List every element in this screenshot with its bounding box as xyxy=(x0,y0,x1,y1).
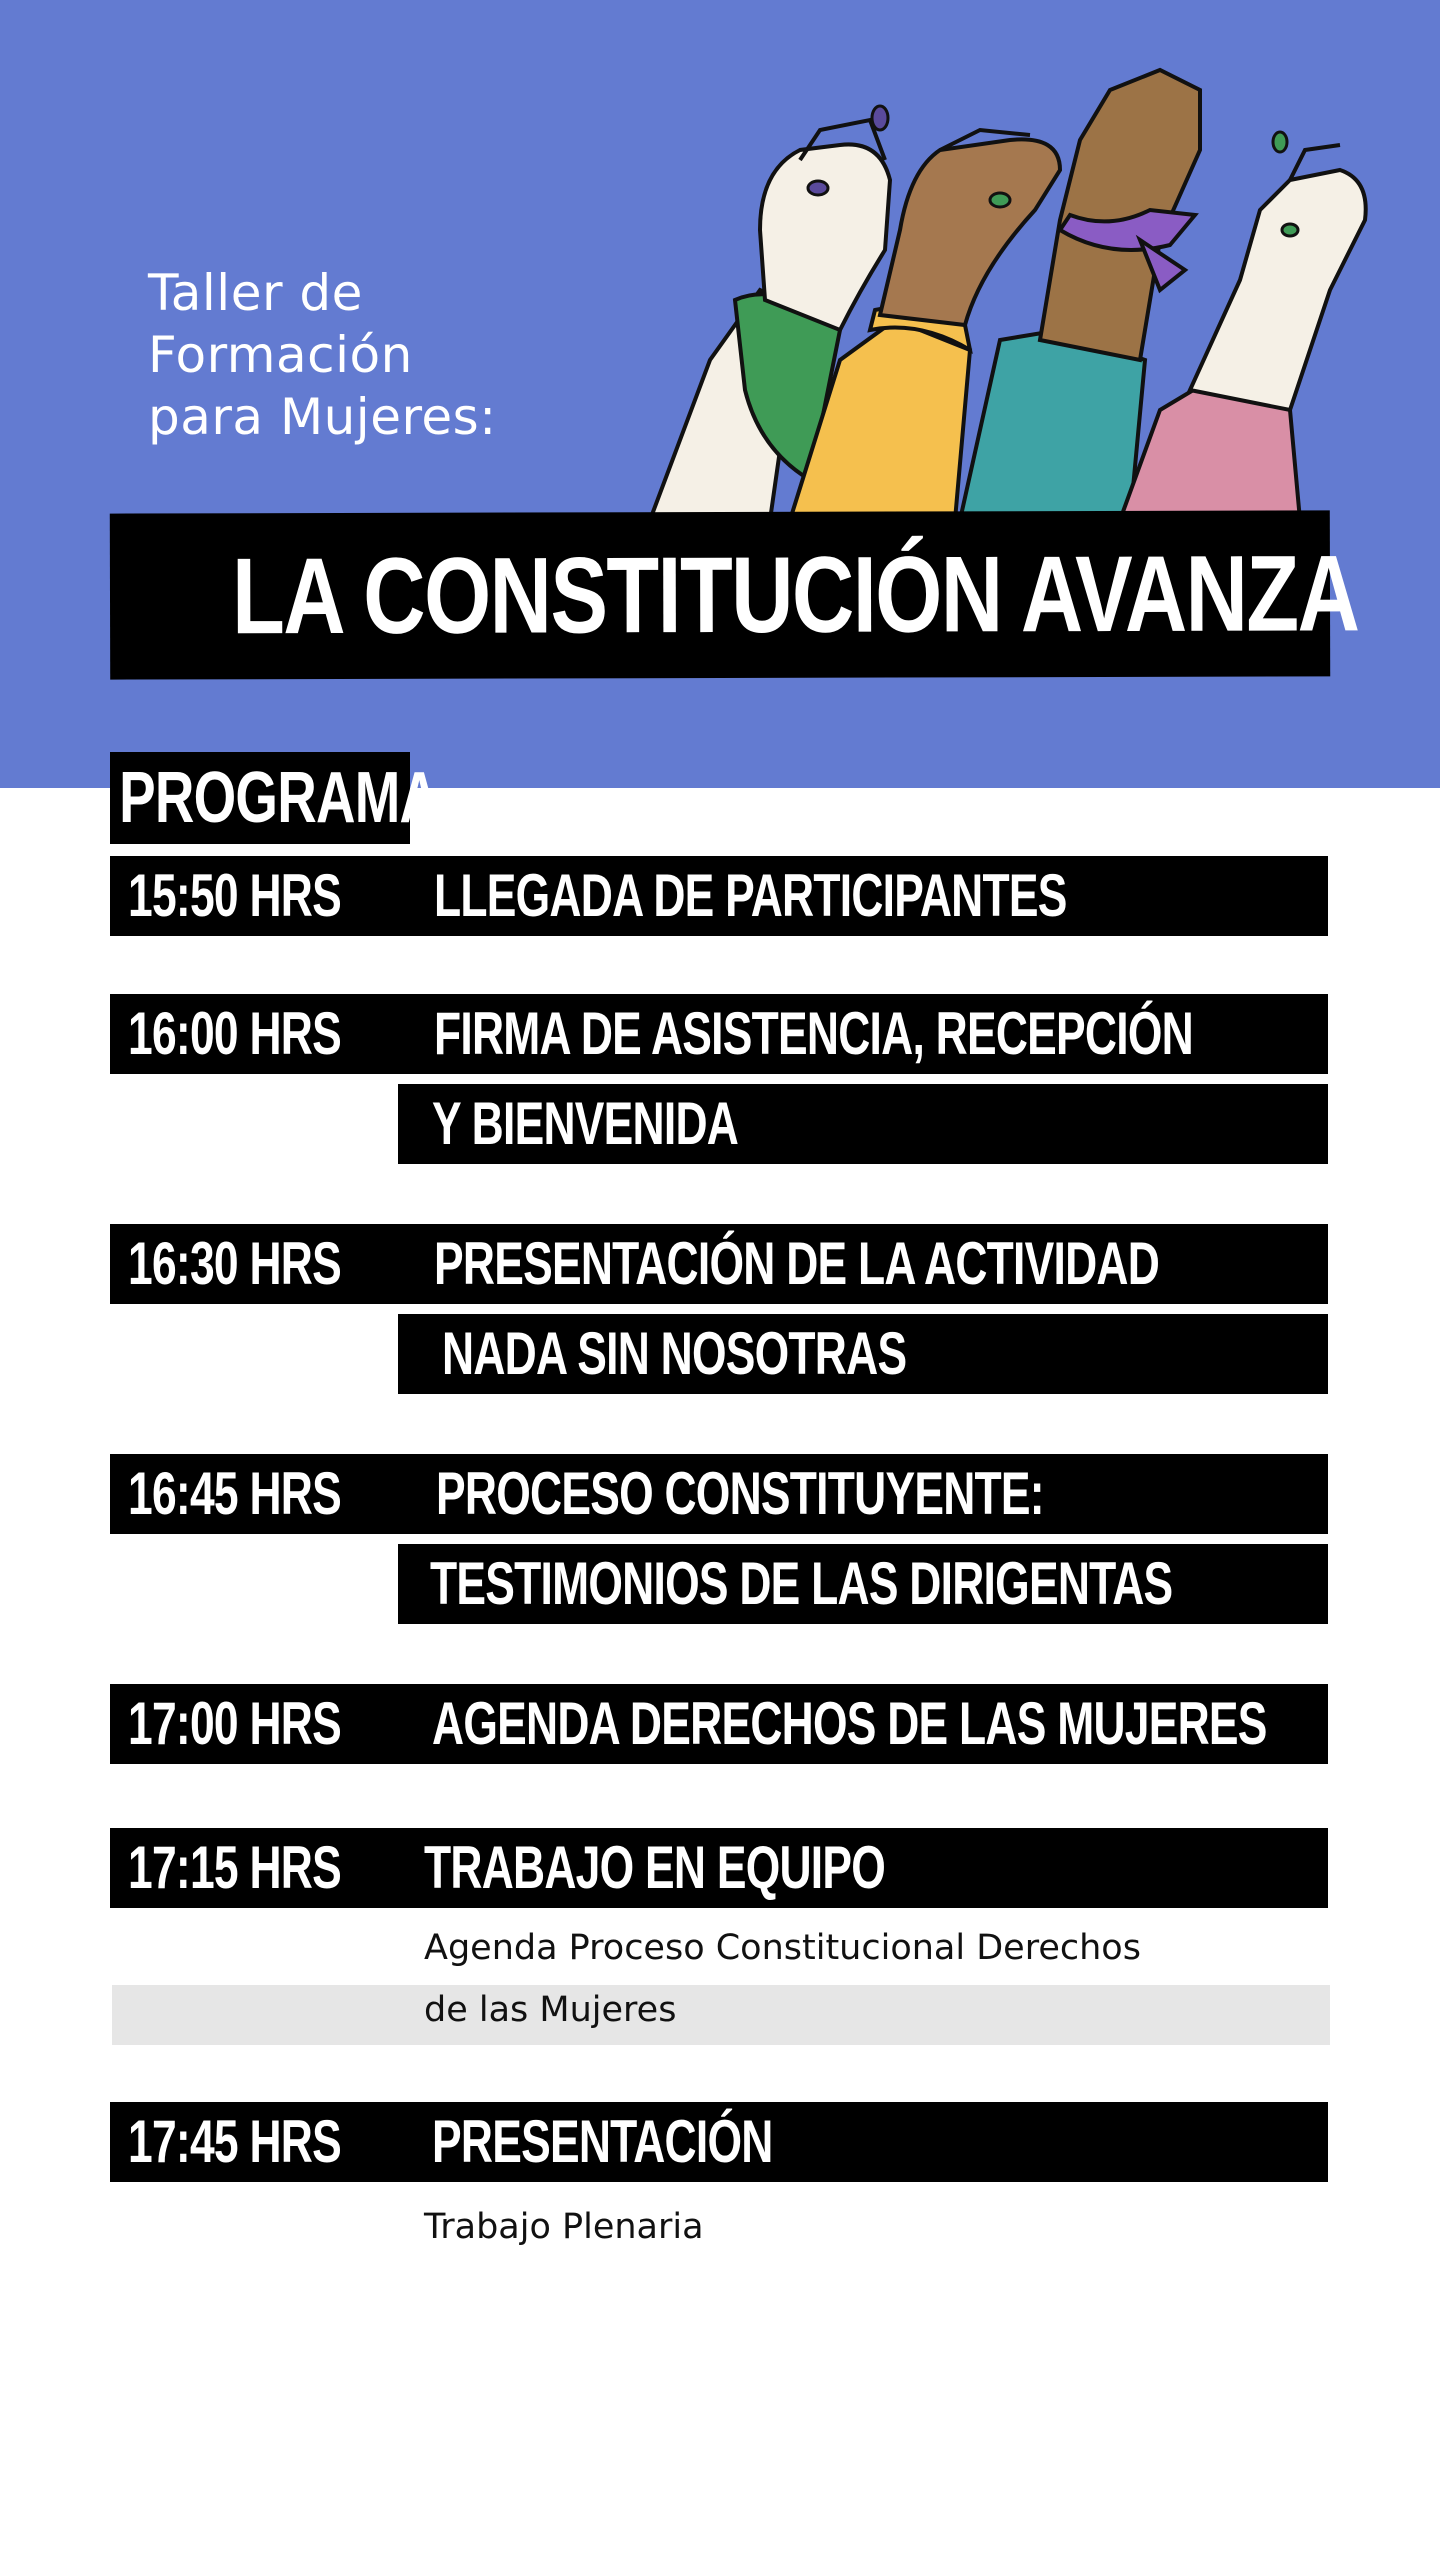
schedule-note: Agenda Proceso Constitucional Derechos xyxy=(424,1928,1141,1968)
schedule-note-highlight xyxy=(112,1985,1330,2045)
subtitle-line-1: Taller de xyxy=(148,264,363,322)
subtitle-line-3: para Mujeres: xyxy=(148,388,497,446)
schedule-time: 16:30 HRS xyxy=(128,1230,341,1297)
schedule-time: 16:00 HRS xyxy=(128,1000,341,1067)
main-title: LA CONSTITUCIÓN AVANZA xyxy=(231,532,1359,657)
workshop-subtitle xyxy=(148,262,497,448)
schedule-activity: TRABAJO EN EQUIPO xyxy=(424,1834,886,1901)
schedule-time: 16:45 HRS xyxy=(128,1460,341,1527)
schedule-note: de las Mujeres xyxy=(424,1990,677,2030)
schedule-time: 17:00 HRS xyxy=(128,1690,341,1757)
schedule-activity: PRESENTACIÓN DE LA ACTIVIDAD xyxy=(434,1230,1160,1297)
schedule-activity: FIRMA DE ASISTENCIA, RECEPCIÓN xyxy=(434,1000,1193,1067)
raised-fists-illustration xyxy=(640,30,1380,520)
schedule-activity: LLEGADA DE PARTICIPANTES xyxy=(434,862,1067,929)
program-label-box xyxy=(110,752,439,844)
schedule-time: 15:50 HRS xyxy=(128,862,341,929)
schedule-activity-continued: TESTIMONIOS DE LAS DIRIGENTAS xyxy=(430,1550,1173,1617)
schedule-activity: PROCESO CONSTITUYENTE: xyxy=(436,1460,1044,1527)
schedule-activity: PRESENTACIÓN xyxy=(432,2108,773,2175)
schedule-time: 17:15 HRS xyxy=(128,1834,341,1901)
subtitle-line-2: Formación xyxy=(148,326,413,384)
schedule-time: 17:45 HRS xyxy=(128,2108,341,2175)
schedule-note: Trabajo Plenaria xyxy=(424,2207,704,2247)
program-label: PROGRAMA xyxy=(119,758,439,838)
title-banner xyxy=(110,510,1359,679)
schedule-activity-continued: Y BIENVENIDA xyxy=(432,1090,739,1157)
schedule-activity-continued: NADA SIN NOSOTRAS xyxy=(442,1320,907,1387)
schedule-activity: AGENDA DERECHOS DE LAS MUJERES xyxy=(432,1690,1267,1757)
